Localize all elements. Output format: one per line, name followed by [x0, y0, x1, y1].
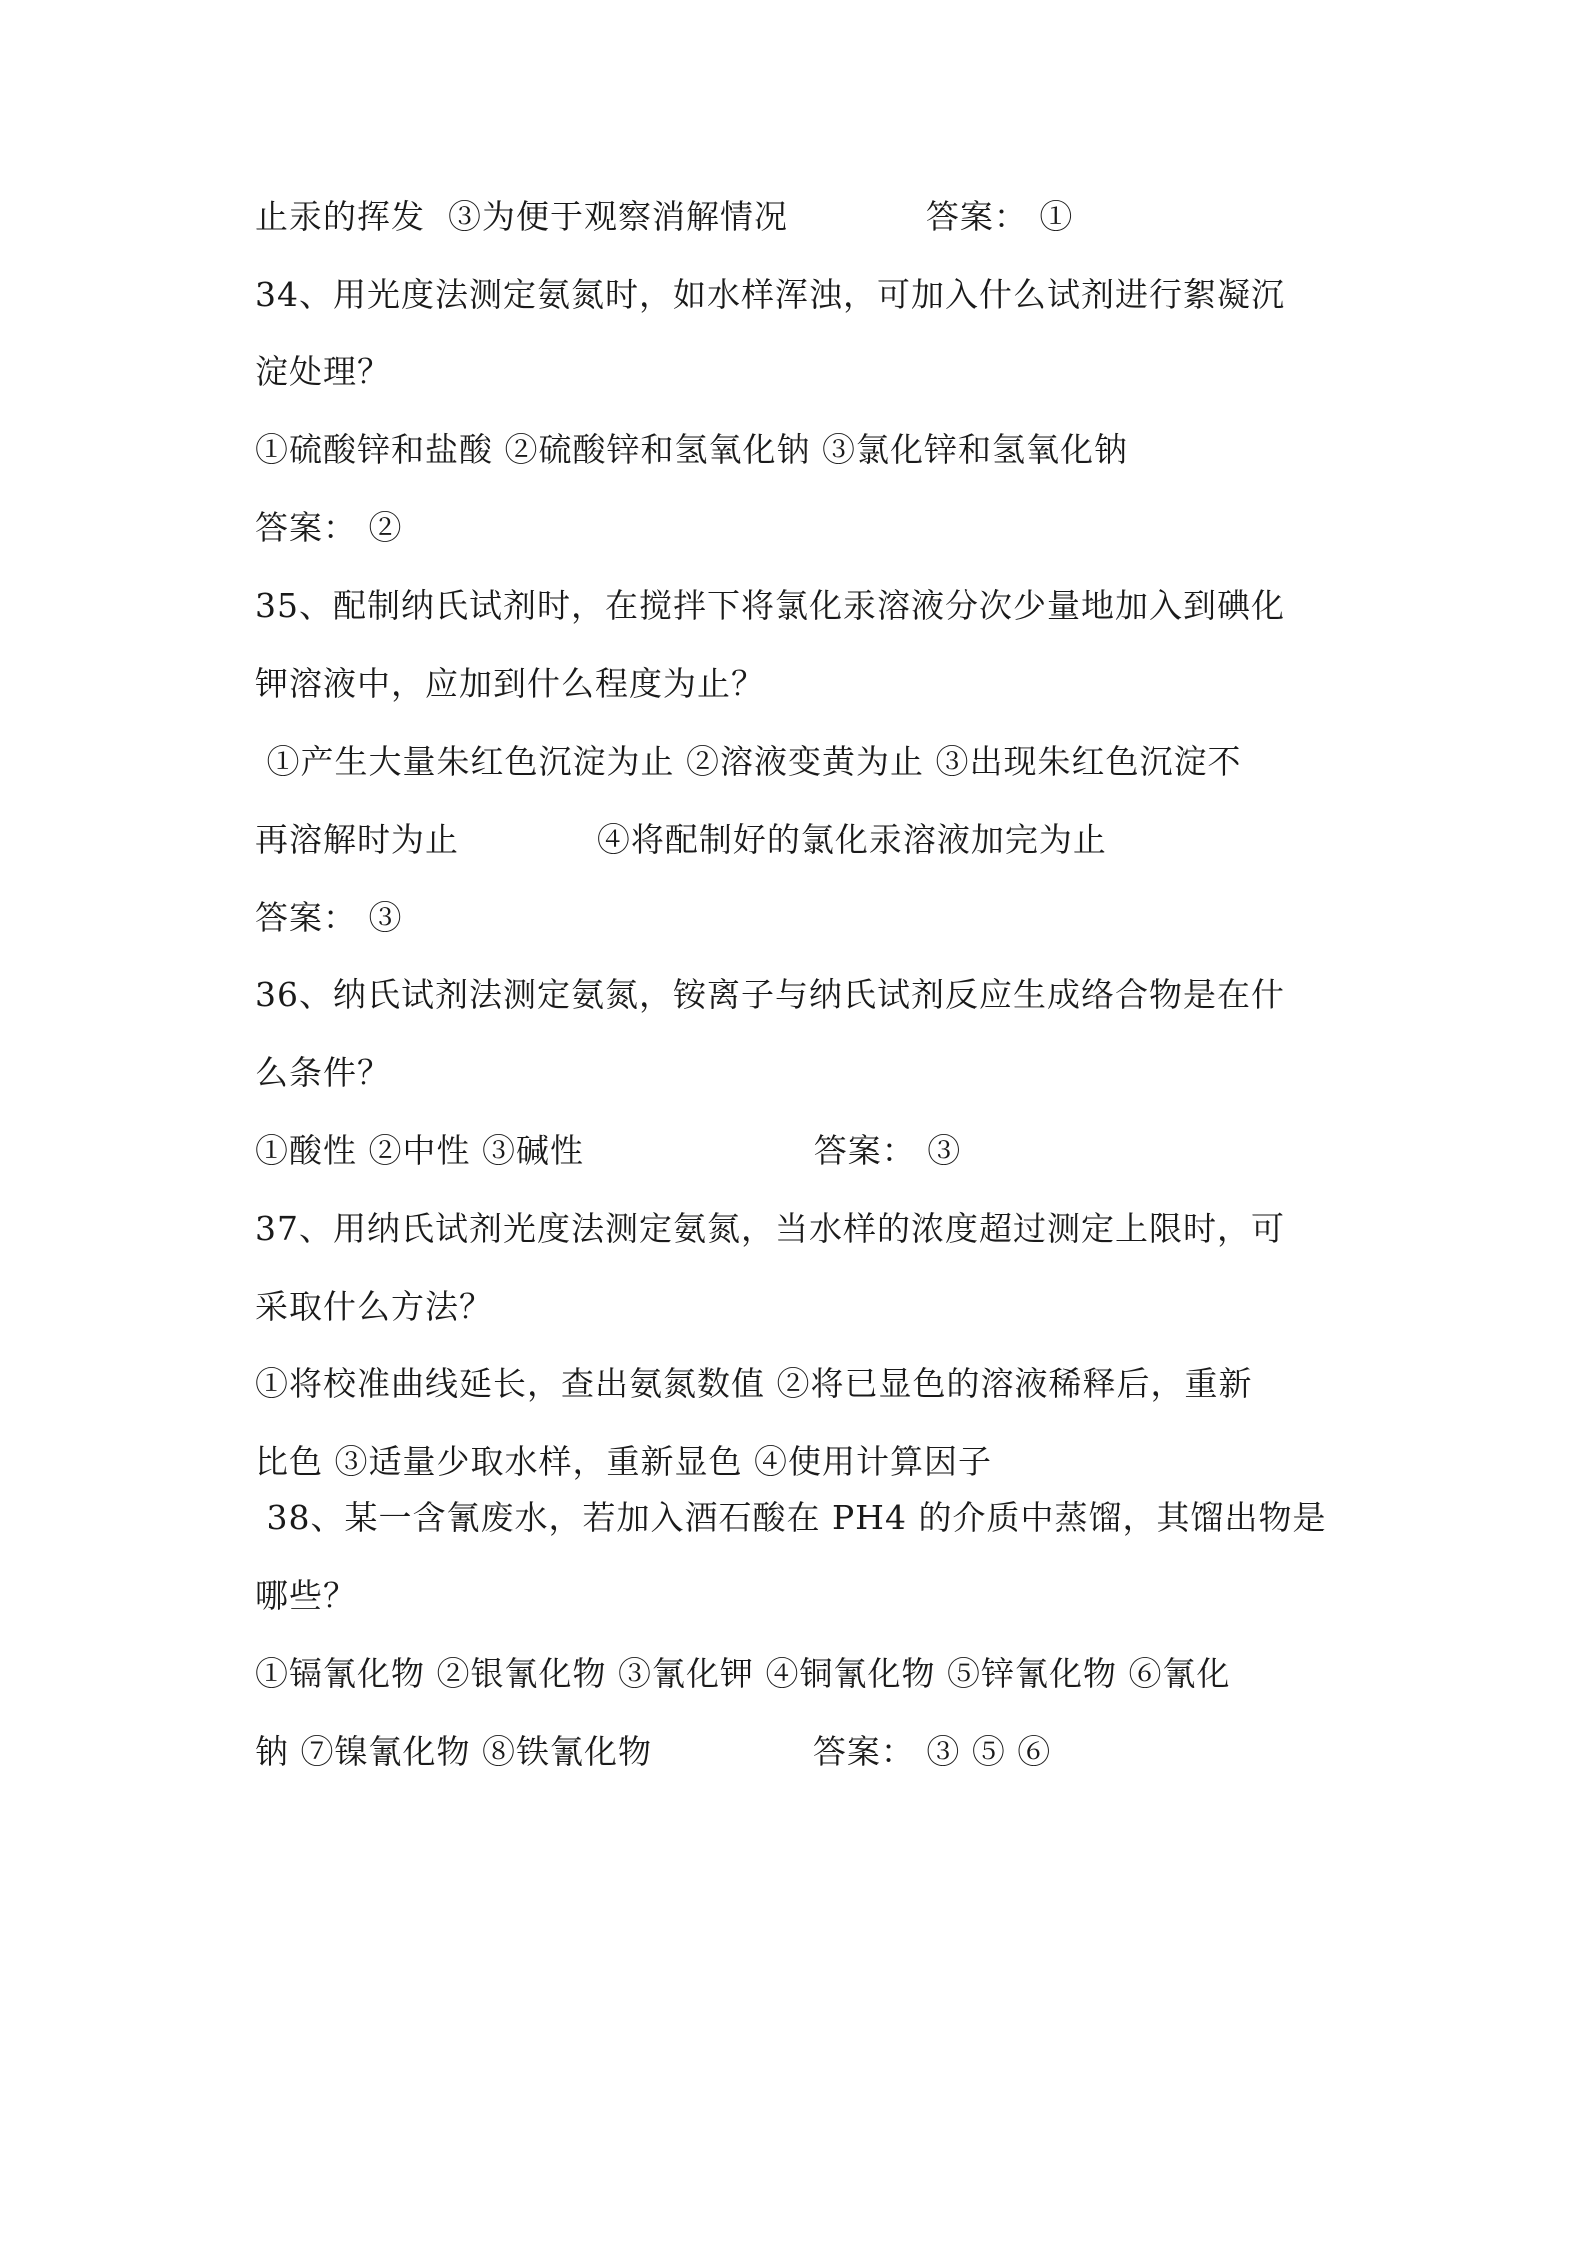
question-37-options: ①将校准曲线延长，查出氨氮数值 ②将已显色的溶液稀释后，重新: [255, 1364, 1253, 1403]
question-38: 38、某一含氰废水，若加入酒石酸在 PH4 的介质中蒸馏，其馏出物是: [255, 1498, 1327, 1537]
question-34-answer: 答案： ②: [255, 508, 403, 547]
question-38-options: ①镉氰化物 ②银氰化物 ③氰化钾 ④铜氰化物 ⑤锌氰化物 ⑥氰化: [255, 1654, 1231, 1693]
question-35: 35、配制纳氏试剂时，在搅拌下将氯化汞溶液分次少量地加入到碘化: [255, 586, 1285, 625]
question-37-cont: 采取什么方法？: [255, 1287, 493, 1326]
question-34-cont: 淀处理？: [255, 352, 391, 391]
question-38-cont: 哪些？: [255, 1576, 357, 1615]
question-35-answer: 答案： ③: [255, 898, 403, 937]
question-37-options-cont: 比色 ③适量少取水样，重新显色 ④使用计算因子: [255, 1442, 992, 1481]
question-35-cont: 钾溶液中，应加到什么程度为止？: [255, 664, 765, 703]
question-36: 36、纳氏试剂法测定氨氮，铵离子与纳氏试剂反应生成络合物是在什: [255, 975, 1285, 1014]
question-36-options-answer: ①酸性 ②中性 ③碱性 答案： ③: [255, 1131, 962, 1170]
question-36-cont: 么条件？: [255, 1053, 391, 1092]
question-38-options-answer: 钠 ⑦镍氰化物 ⑧铁氰化物 答案： ③ ⑤ ⑥: [255, 1732, 1052, 1771]
question-37: 37、用纳氏试剂光度法测定氨氮，当水样的浓度超过测定上限时，可: [255, 1209, 1285, 1248]
question-34-options: ①硫酸锌和盐酸 ②硫酸锌和氢氧化钠 ③氯化锌和氢氧化钠: [255, 430, 1128, 469]
text-line-q33-tail: 止汞的挥发 ③为便于观察消解情况 答案： ①: [255, 197, 1074, 236]
question-34: 34、用光度法测定氨氮时，如水样浑浊，可加入什么试剂进行絮凝沉: [255, 275, 1285, 314]
question-35-options: ①产生大量朱红色沉淀为止 ②溶液变黄为止 ③出现朱红色沉淀不: [255, 742, 1242, 781]
question-35-options-cont: 再溶解时为止 ④将配制好的氯化汞溶液加完为止: [255, 820, 1107, 859]
